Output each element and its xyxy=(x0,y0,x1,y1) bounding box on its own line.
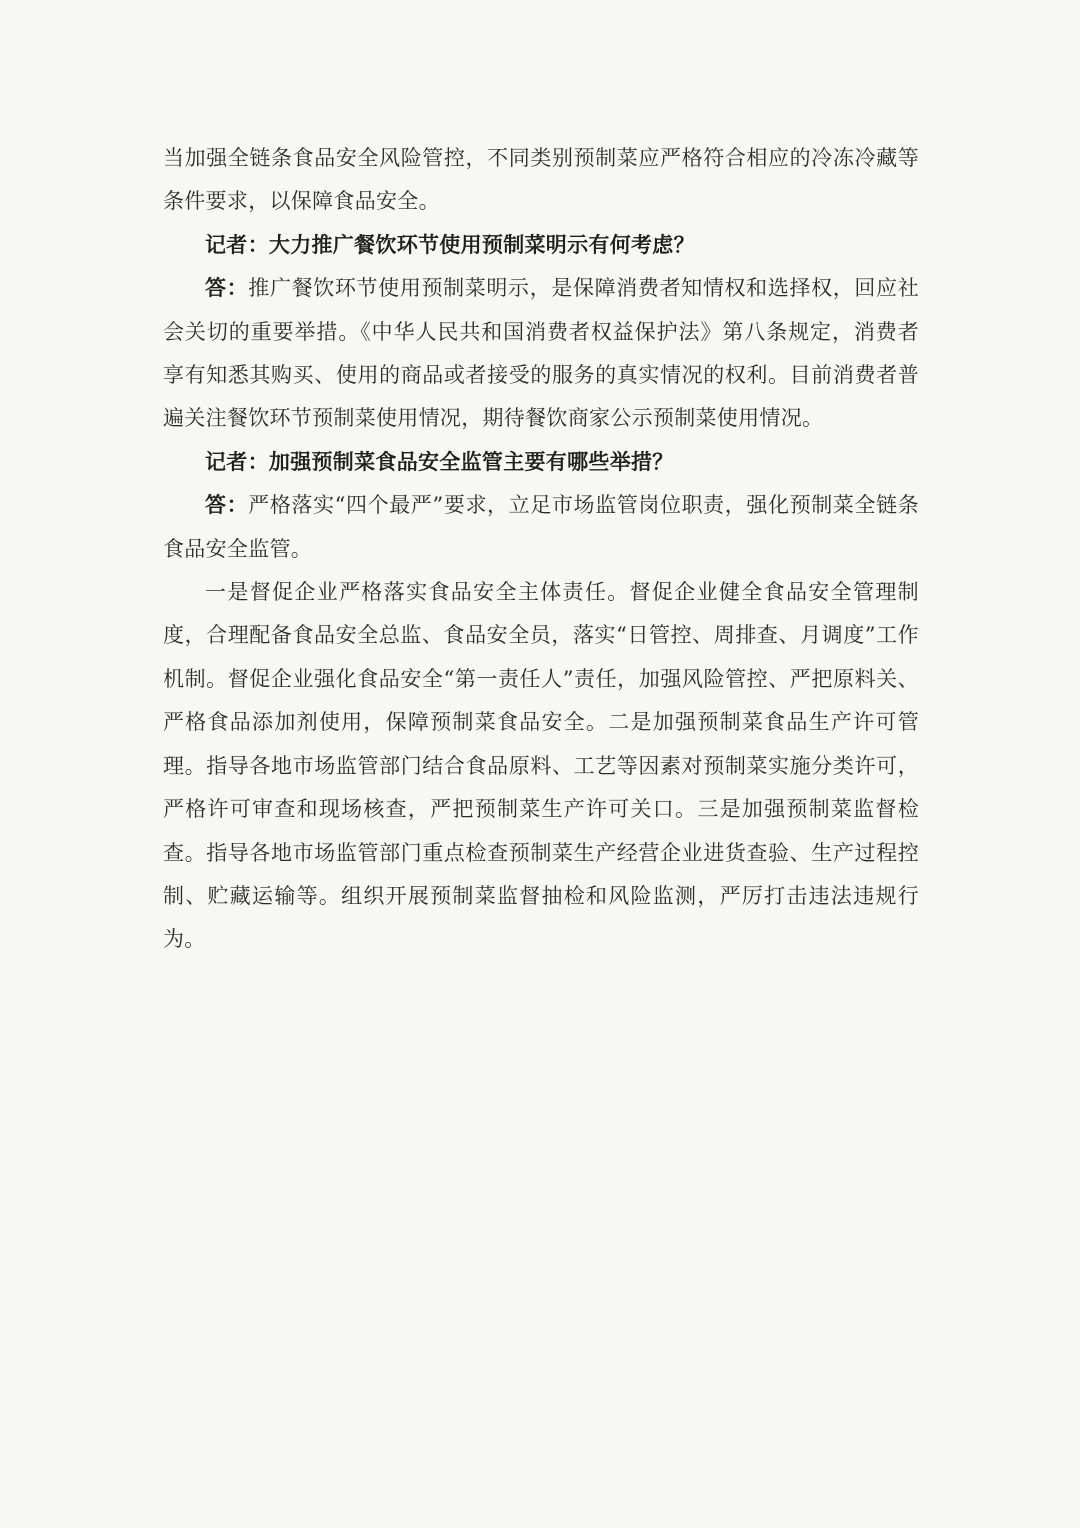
answer-label: 答： xyxy=(205,493,249,518)
paragraph-continuation: 当加强全链条食品安全风险管控，不同类别预制菜应严格符合相应的冷冻冷藏等条件要求，以保障食品安全。 xyxy=(163,146,919,214)
answer-paragraph xyxy=(163,267,919,441)
answer-text: 推广餐饮环节使用预制菜明示，是保障消费者知情权和选择权，回应社会关切的重要举措。《中华人民共和国消费者权益保护法》第八条规定，消费者享有知悉其购买、使用的商品或者接受的服务的真实情况的权利。目前消费者普遍关注餐饮环节预制菜使用情况，期待餐饮商家公示预制菜使用情况。 xyxy=(163,276,919,431)
answer-text: 严格落实“四个最严”要求，立足市场监管岗位职责，强化预制菜全链条食品安全监管。 xyxy=(163,493,919,561)
document-body xyxy=(163,137,919,962)
question-heading: 记者：大力推广餐饮环节使用预制菜明示有何考虑？ xyxy=(205,232,695,257)
answer-paragraph xyxy=(163,484,919,571)
answer-label: 答： xyxy=(205,276,249,301)
question-heading: 记者：加强预制菜食品安全监管主要有哪些举措？ xyxy=(205,449,674,474)
measures-paragraph: 一是督促企业严格落实食品安全主体责任。督促企业健全食品安全管理制度，合理配备食品安全总监、食品安全员，落实“日管控、周排查、月调度”工作机制。督促企业强化食品安全“第一责任人”责任，加强风险管控、严把原料关、严格食品添加剂使用，保障预制菜食品安全。二是加强预制菜食品生产许可管理。指导各地市场监管部门结合食品原料、工艺等因素对预制菜实施分类许可，严格许可审查和现场核查，严把预制菜生产许可关口。三是加强预制菜监督检查。指导各地市场监管部门重点检查预制菜生产经营企业进货查验、生产过程控制、贮藏运输等。组织开展预制菜监督抽检和风险监测，严厉打击违法违规行为。 xyxy=(163,580,919,952)
